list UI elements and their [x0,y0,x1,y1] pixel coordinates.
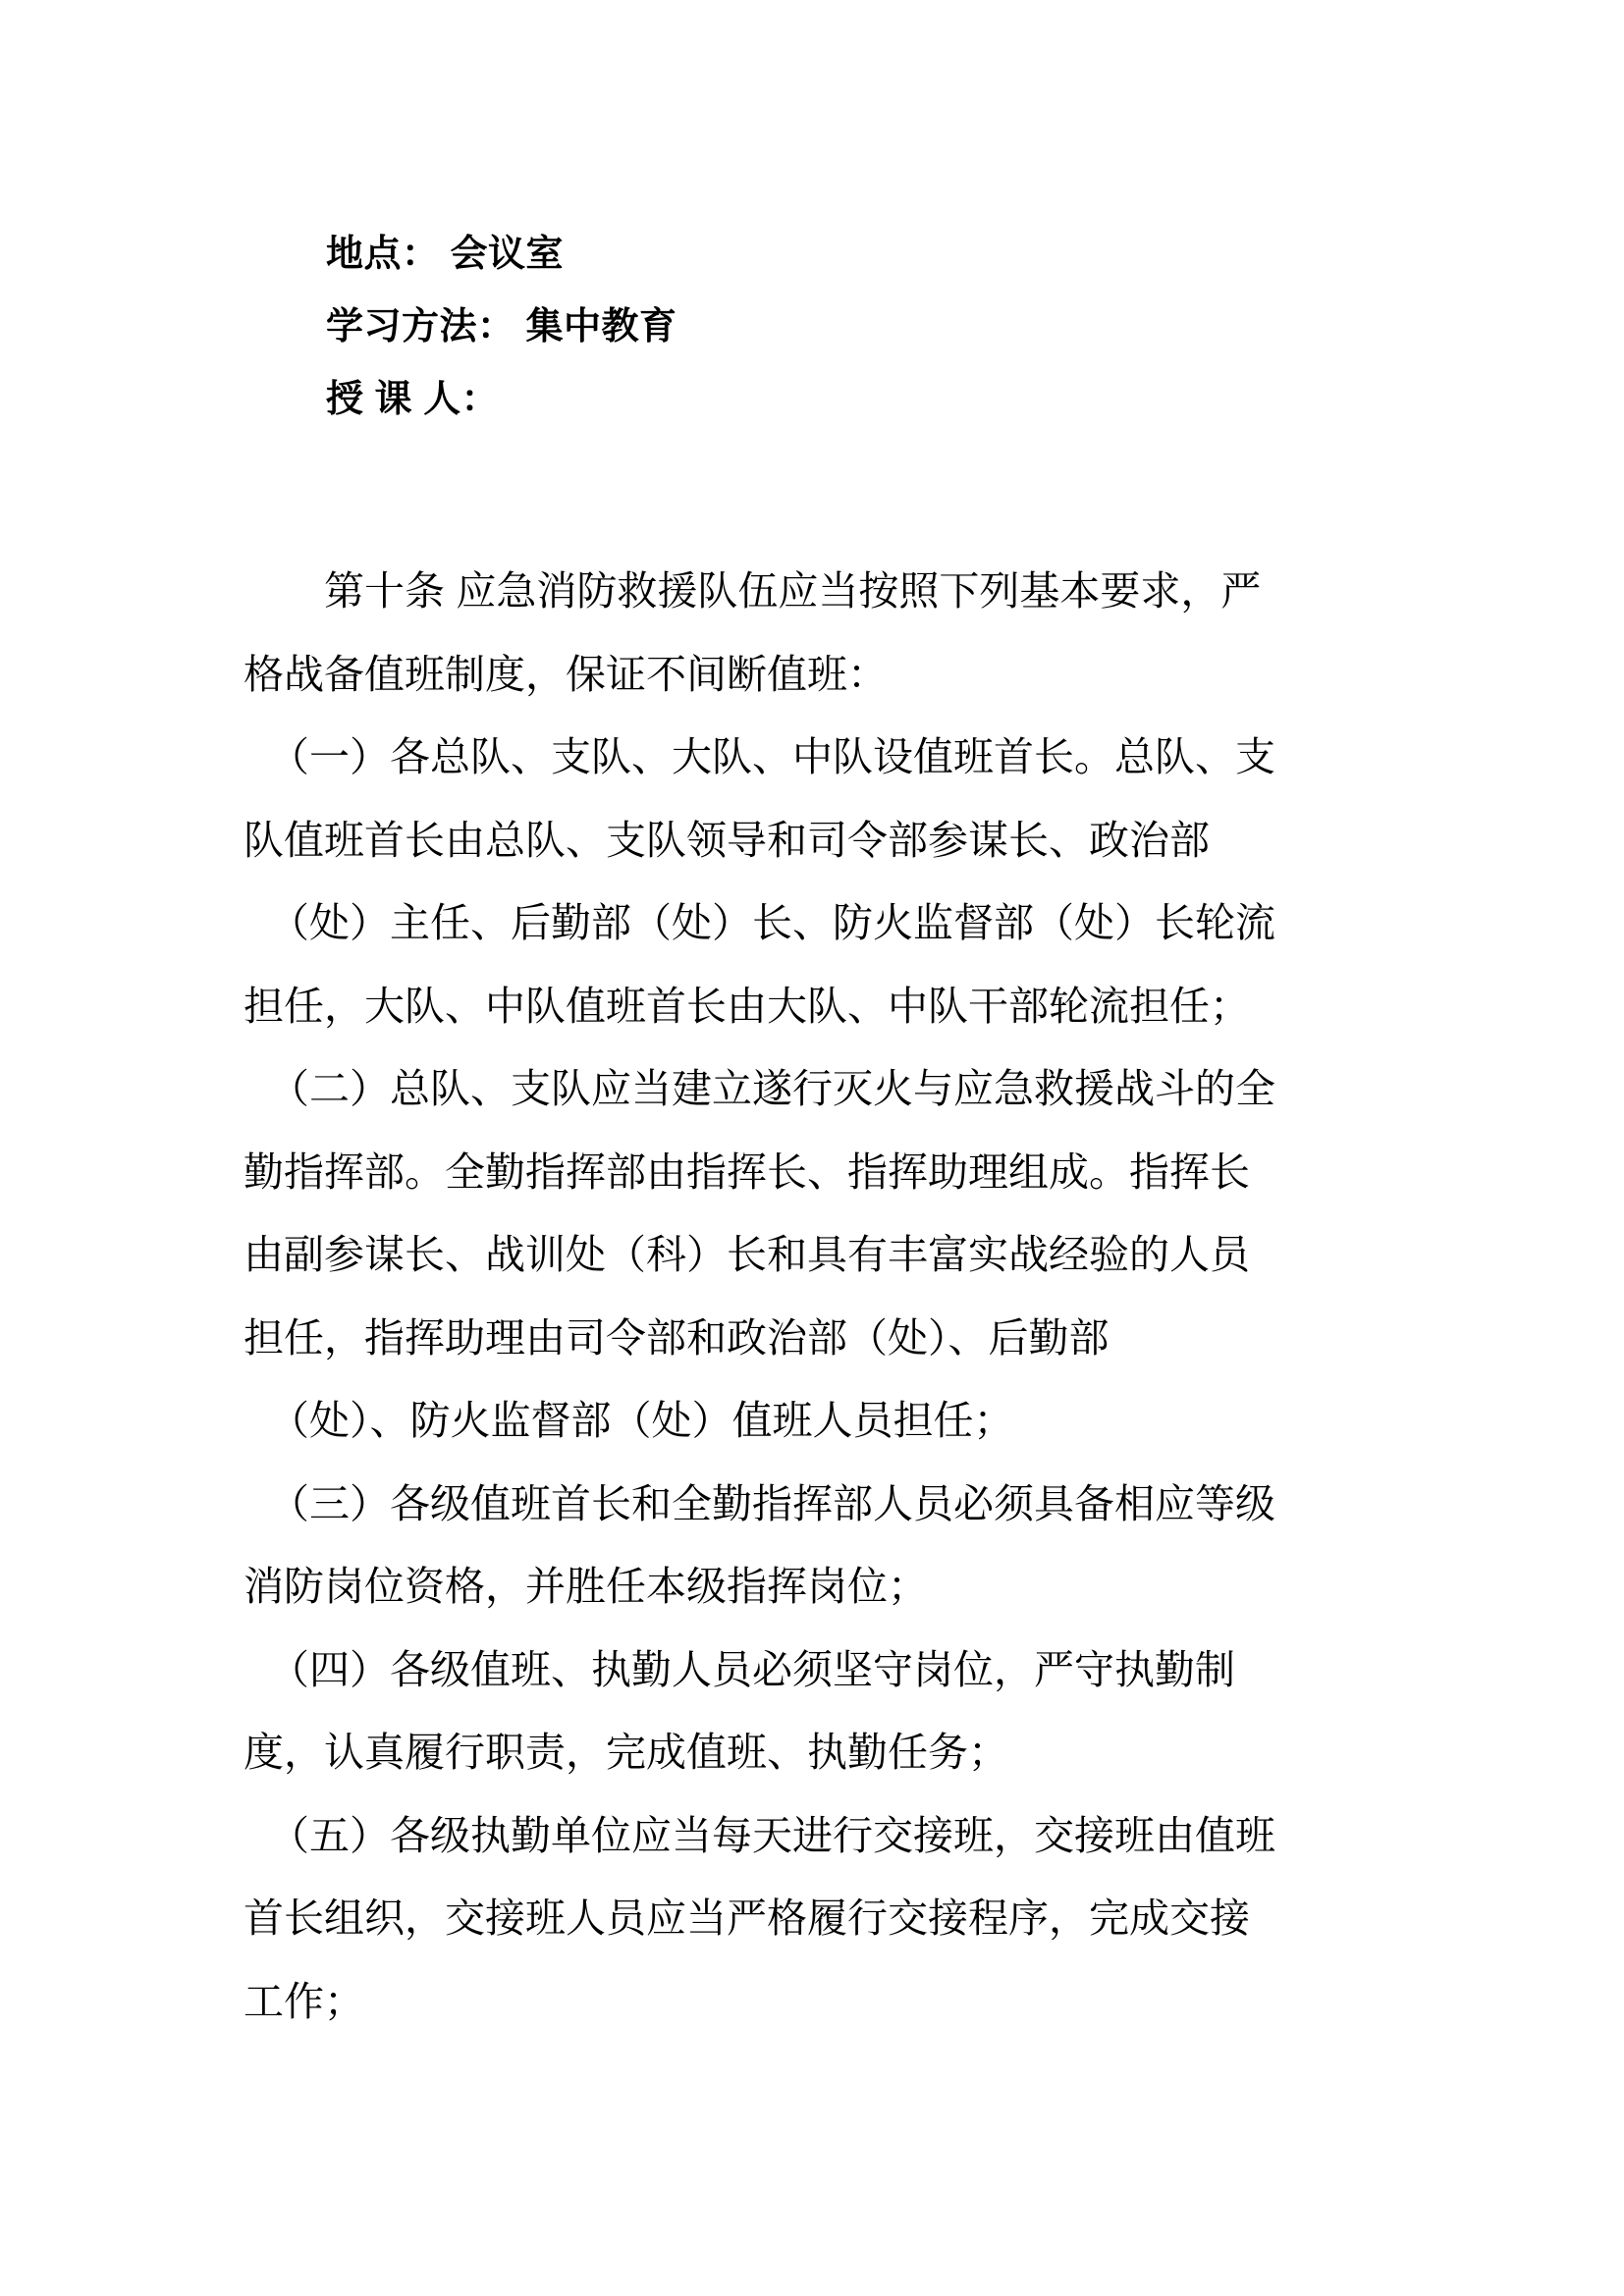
body-text-line: 担任，大队、中队值班首长由大队、中队干部轮流担任； [244,983,1250,1029]
body-text-line: 度，认真履行职责，完成值班、执勤任务； [244,1730,1008,1775]
header-location-line: 地点： 会议室 [326,234,565,275]
header-study-method-line: 学习方法： 集中教育 [326,306,677,347]
header-instructor-line: 授 课 人： [326,379,500,420]
body-text-line: （处）、防火监督部（处）值班人员担任； [269,1398,1014,1443]
body-text-line: 工作； [244,1978,364,2024]
body-text-line: （三）各级值班首长和全勤指挥部人员必须具备相应等级 [269,1480,1275,1526]
body-text-line: （五）各级执勤单位应当每天进行交接班，交接班由值班 [269,1812,1275,1858]
body-text-line: 首长组织，交接班人员应当严格履行交接程序，完成交接 [244,1896,1250,1941]
body-text-line: （四）各级值班、执勤人员必须坚守岗位，严守执勤制 [269,1646,1235,1692]
body-text-line: 由副参谋长、战训处（科）长和具有丰富实战经验的人员 [244,1232,1250,1277]
body-text-line: 担任，指挥助理由司令部和政治部（处）、后勤部 [244,1314,1110,1361]
body-text-line: 队值班首长由总队、支队领导和司令部参谋长、政治部 [244,817,1210,863]
document-body [244,550,1353,2043]
body-text-line: 格战备值班制度，保证不间断值班： [244,651,888,697]
body-text-line: （一）各总队、支队、大队、中队设值班首长。总队、支 [269,734,1275,779]
body-text-line: （二）总队、支队应当建立遂行灭火与应急救援战斗的全 [269,1066,1275,1111]
body-text-line: 第十条 应急消防救援队伍应当按照下列基本要求，严 [324,568,1262,614]
document-header [326,218,1347,436]
body-text-line: （处）主任、后勤部（处）长、防火监督部（处）长轮流 [269,900,1275,945]
body-text-line: 勤指挥部。全勤指挥部由指挥长、指挥助理组成。指挥长 [244,1148,1250,1195]
body-text-line: 消防岗位资格，并胜任本级指挥岗位； [244,1564,928,1609]
